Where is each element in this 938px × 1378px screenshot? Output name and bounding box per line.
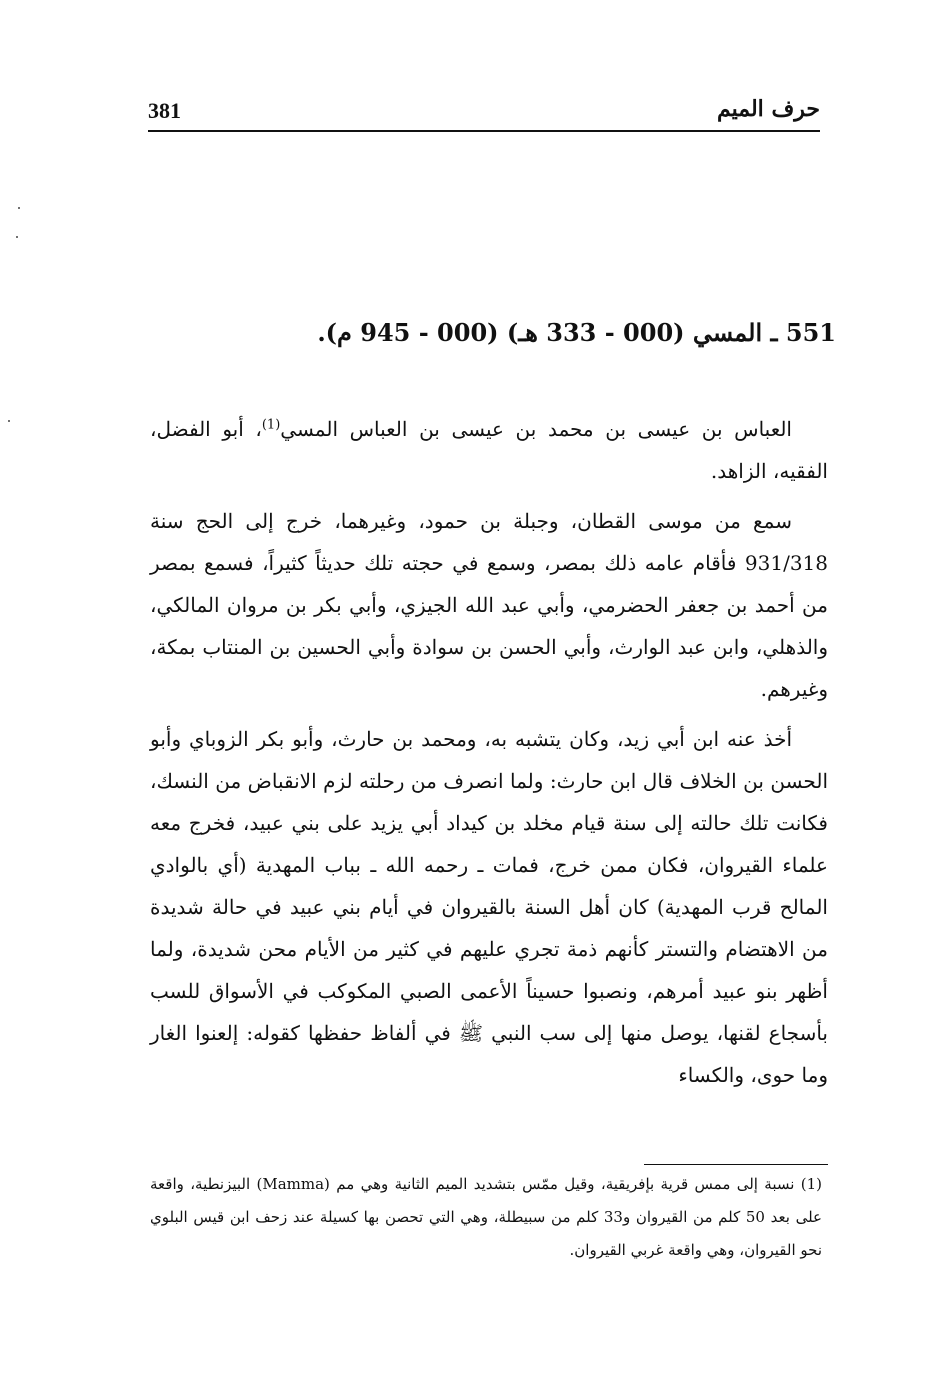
footnote-separator: [644, 1164, 828, 1165]
footnote-1: (1) نسبة إلى ممس قرية بإفريقية، وقيل ممّس بتشديد الميم الثانية وهي مم (Mamma) البيزنطية، واقعة على بعد 50 كلم من القيروان و33 كلم من سبيطلة، وهي التي تحصن بها كسيلة عند زحف ابن قيس البلوي نحو القيروان، وهي واقعة غربي القيروان.: [150, 1175, 822, 1259]
scan-speck: [16, 236, 18, 238]
paragraph-1-text-b: ، أبو الفضل، الفقيه، الزاهد.: [150, 417, 828, 483]
paragraph-3: أخذ عنه ابن أبي زيد، وكان يتشبه به، ومحمد بن حارث، وأبو بكر الزوباي وأبو الحسن بن الخلاف قال ابن حارث: ولما انصرف من رحلته لزم الانقباض من النسك، فكانت تلك حالته إلى سنة قيام مخلد بن كيداد أبي يزيد على بني عبيد، فخرج معه علماء القيروان، فكان ممن خرج، فمات ـ رحمه الله ـ بباب المهدية (أي بالوادي المالح قرب المهدية) كان أهل السنة بالقيروان في أيام بني عبيد في حالة شديدة من الاهتضام والتستر كأنهم ذمة تجري عليهم في كثير من الأيام محن شديدة، ولما أظهر بنو عبيد أمرهم، ونصبوا حسيناً الأعمى الصبي المكوكب في الأسواق للسب بأسجاع لقنها، يوصل منها إلى سب النبي ﷺ في ألفاظ حفظها كقوله: إلعنوا الغار وما حوى، والكساء: [150, 727, 828, 1087]
footnote-reference: (1): [261, 417, 281, 433]
footnotes: [150, 1168, 822, 1267]
page-number: 381: [148, 98, 181, 123]
paragraph-1: [150, 408, 828, 492]
paragraph-1-text-a: العباس بن عيسى بن محمد بن عيسى بن العباس المسي: [280, 417, 792, 441]
body-text: [150, 408, 828, 1104]
paragraph-2: سمع من موسى القطان، وجبلة بن حمود، وغيرهما، خرج إلى الحج سنة 931/318 فأقام عامه ذلك بمصر، وسمع في حجته تلك حديثاً كثيراً، فسمع بمصر من أحمد بن جعفر الحضرمي، وأبي عبد الله الجيزي، وأبي بكر بن مروان المالكي، والذهلي، وابن عبد الوارث، وأبي الحسن بن سوادة وأبي الحسين بن المنتاب بمكة، وغيرهم.: [150, 509, 828, 701]
entry-heading: 551 ـ المسي (000 - 333 هـ) (000 - 945 م).: [317, 318, 836, 347]
chapter-title: حرف الميم: [716, 96, 820, 122]
scan-speck: [18, 207, 20, 209]
scan-speck: [8, 420, 10, 422]
running-header: [148, 96, 820, 132]
